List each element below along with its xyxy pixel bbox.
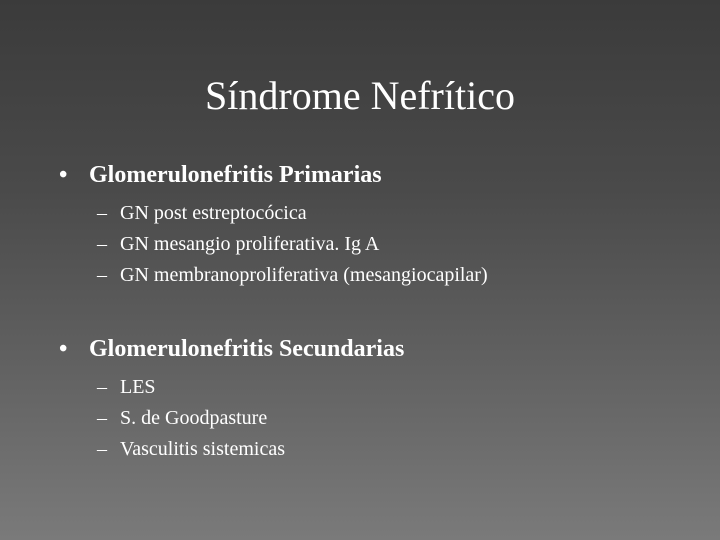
bullet-dot-icon: • xyxy=(59,336,68,362)
section-primary xyxy=(0,158,720,291)
sub-item-text: S. de Goodpasture xyxy=(120,407,268,429)
bullet-item xyxy=(0,158,720,192)
sub-item-text: GN mesangio proliferativa. Ig A xyxy=(120,233,380,255)
dash-icon: – xyxy=(97,202,107,224)
dash-icon: – xyxy=(97,233,107,255)
sub-item-text: GN membranoproliferativa (mesangiocapilar) xyxy=(120,264,488,286)
sub-list xyxy=(0,198,720,291)
section-heading: Glomerulonefritis Primarias xyxy=(89,162,382,188)
sub-item xyxy=(0,229,720,260)
dash-icon: – xyxy=(97,376,107,398)
sub-item xyxy=(0,198,720,229)
sub-item-text: Vasculitis sistemicas xyxy=(120,438,285,460)
slide-title: Síndrome Nefrítico xyxy=(205,73,515,118)
sub-item xyxy=(0,403,720,434)
dash-icon: – xyxy=(97,264,107,286)
sub-item-text: LES xyxy=(120,376,156,398)
bullet-item xyxy=(0,332,720,366)
bullet-dot-icon: • xyxy=(59,162,68,188)
section-secondary xyxy=(0,332,720,465)
sub-item xyxy=(0,260,720,291)
sub-item xyxy=(0,434,720,465)
sub-item-text: GN post estreptocócica xyxy=(120,202,307,224)
sub-item xyxy=(0,372,720,403)
section-heading: Glomerulonefritis Secundarias xyxy=(89,336,405,362)
dash-icon: – xyxy=(97,407,107,429)
dash-icon: – xyxy=(97,438,107,460)
sub-list xyxy=(0,372,720,465)
